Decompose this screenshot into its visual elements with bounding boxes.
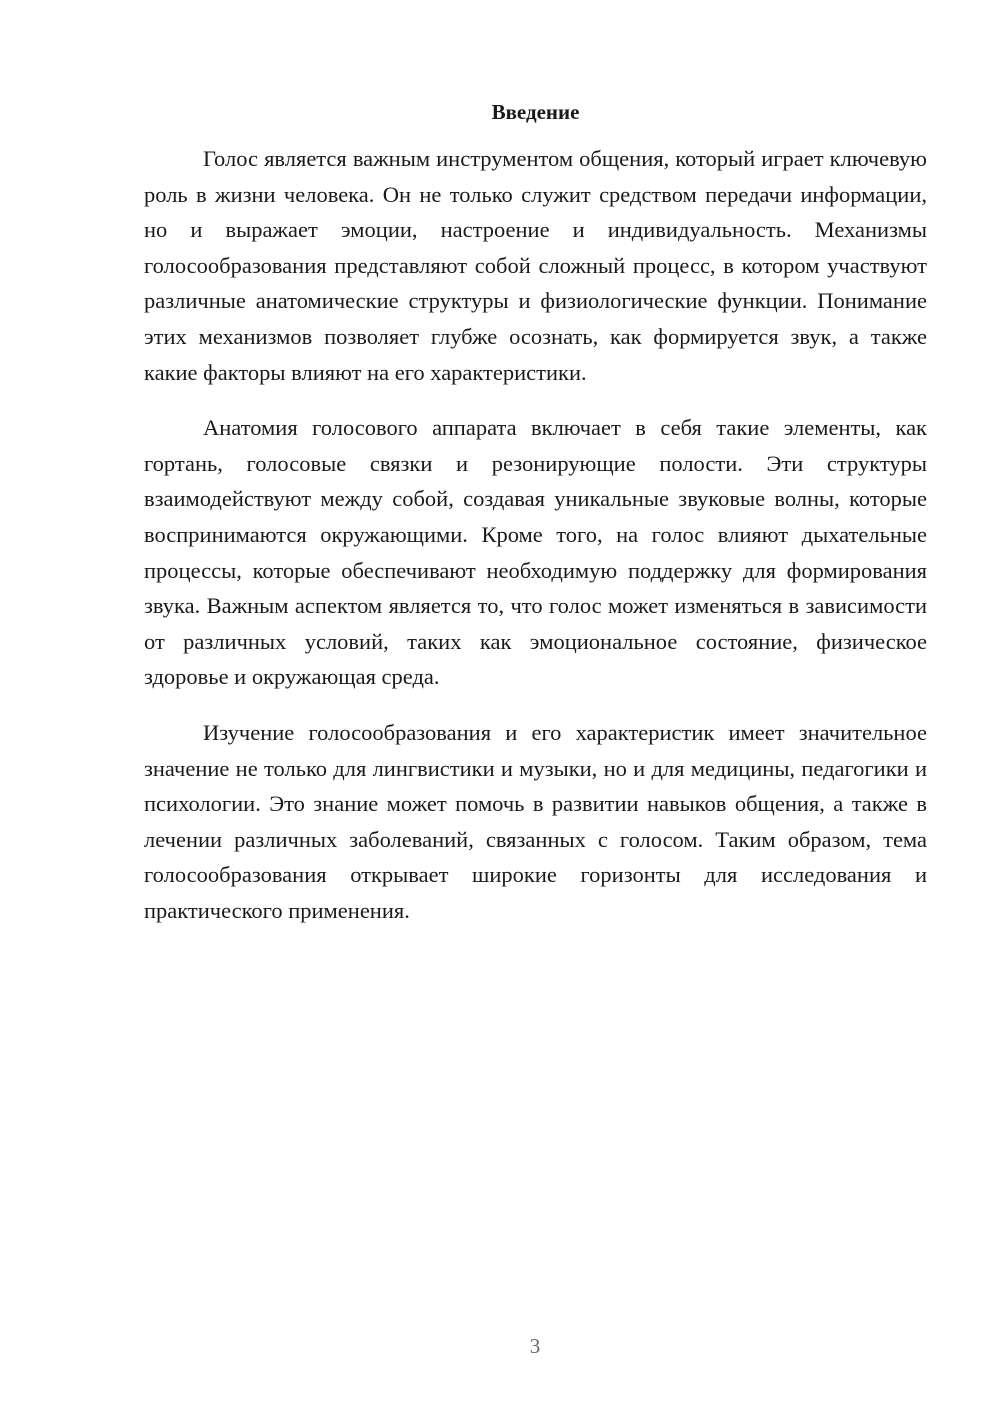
section-title: Введение — [491, 100, 580, 124]
paragraph-1: Голос является важным инструментом общения, который играет ключевую роль в жизни человека. Он не только служит средством передачи информации, но и выражает эмоции, настроение и индивидуальность. Механизмы голосообразования представляют собой сложный процесс, в котором участвуют различные анатомические структуры и физиологические функции. Понимание этих механизмов позволяет глубже осознать, как формируется звук, а также какие факторы влияют на его характеристики. — [144, 146, 927, 385]
paragraph-3: Изучение голосообразования и его характеристик имеет значительное значение не только для лингвистики и музыки, но и для медицины, педагогики и психологии. Это знание может помочь в развитии навыков общения, а также в лечении различных заболеваний, связанных с голосом. Таким образом, тема голосообразования открывает широкие горизонты для исследования и практического применения. — [144, 719, 927, 923]
paragraph-2: Анатомия голосового аппарата включает в себя такие элементы, как гортань, голосовые связки и резонирующие полости. Эти структуры взаимодействуют между собой, создавая уникальные звуковые волны, которые воспринимаются окружающими. Кроме того, на голос влияют дыхательные процессы, которые обеспечивают необходимую поддержку для формирования звука. Важным аспектом является то, что голос может изменяться в зависимости от различных условий, таких как эмоциональное состояние, физическое здоровье и окружающая среда. — [144, 415, 927, 690]
page-number: 3 — [529, 1334, 541, 1358]
body-text — [144, 141, 927, 948]
